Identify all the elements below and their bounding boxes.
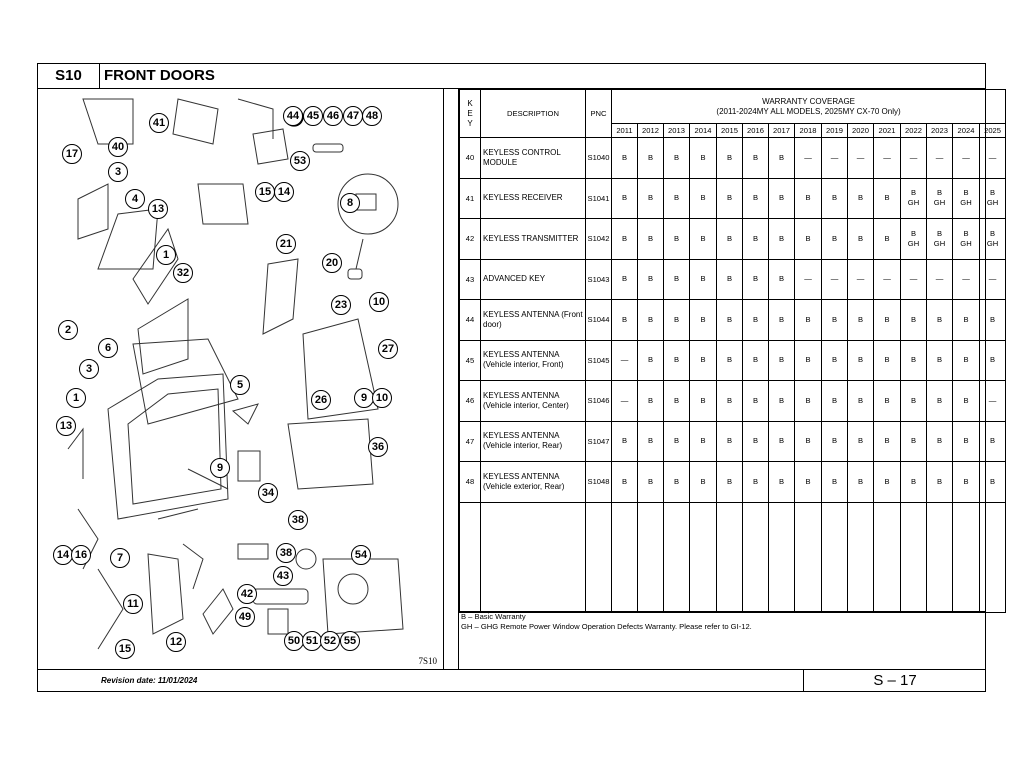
coverage-cell: B [953,340,980,381]
description-line: KEYLESS ANTENNA [483,431,560,441]
coverage-cell: B [927,421,953,462]
coverage-cell: — [927,259,953,300]
coverage-cell: B GH [901,178,927,219]
section-header [38,64,985,89]
coverage-cell: B GH [980,178,1006,219]
section-code: S10 [38,64,100,88]
coverage-cell: B [927,462,953,503]
pnc-cell: S1044 [586,300,612,341]
callout-52: 52 [320,631,340,651]
coverage-cell: — [901,138,927,179]
callout-51: 51 [302,631,322,651]
coverage-cell: — [612,340,638,381]
coverage-cell: B [717,178,743,219]
callout-1: 1 [156,245,176,265]
coverage-cell: B [769,219,795,260]
pnc-cell: S1045 [586,340,612,381]
coverage-cell: B [874,300,901,341]
coverage-cell: B [822,219,848,260]
year-header-cell: 2019 [822,124,848,138]
header-row [460,90,1006,124]
section-title: FRONT DOORS [104,67,215,84]
empty-cell [769,502,795,612]
callout-9: 9 [354,388,374,408]
year-header-cell: 2016 [743,124,769,138]
coverage-cell: B [638,381,664,422]
coverage-cell: — [980,138,1006,179]
callout-21: 21 [276,234,296,254]
callout-42: 42 [237,584,257,604]
coverage-cell: B [980,421,1006,462]
coverage-cell: B [953,462,980,503]
year-header-cell: 2012 [638,124,664,138]
coverage-cell: B [795,462,822,503]
key-cell: 45 [460,340,481,381]
coverage-cell: B [769,178,795,219]
description-cell [481,259,586,300]
coverage-cell: B [743,381,769,422]
coverage-cell: B [690,178,717,219]
empty-cell [664,502,690,612]
callout-6: 6 [98,338,118,358]
coverage-cell: B [717,340,743,381]
callout-14: 14 [274,182,294,202]
description-line: MODULE [483,157,518,167]
coverage-cell: B [717,462,743,503]
coverage-cell: B [874,219,901,260]
pnc-cell: S1042 [586,219,612,260]
coverage-cell: B [927,381,953,422]
description-cell [481,219,586,260]
coverage-cell: B [980,462,1006,503]
empty-cell [927,502,953,612]
description-line: KEYLESS RECEIVER [483,193,563,203]
empty-cell [690,502,717,612]
pnc-cell: S1048 [586,462,612,503]
empty-cell [848,502,874,612]
callout-26: 26 [311,390,331,410]
coverage-cell: B [717,259,743,300]
callout-54: 54 [351,545,371,565]
table-row [460,138,1006,179]
callout-10: 10 [369,292,389,312]
coverage-cell: — [612,381,638,422]
coverage-cell: B [848,219,874,260]
coverage-cell: B [848,462,874,503]
callout-43: 43 [273,566,293,586]
coverage-cell: B [848,381,874,422]
description-cell [481,421,586,462]
coverage-cell: B [638,259,664,300]
coverage-cell: B [690,421,717,462]
coverage-cell: B [638,340,664,381]
key-cell: 48 [460,462,481,503]
callout-36: 36 [368,437,388,457]
note-ghg: GH – GHG Remote Power Window Operation Defects Warranty. Please refer to GI-12. [461,622,752,631]
empty-cell [901,502,927,612]
coverage-cell: B [743,178,769,219]
empty-cell [953,502,980,612]
coverage-cell: B [795,219,822,260]
coverage-cell: B [795,340,822,381]
page-footer [38,669,985,692]
coverage-cell: B [769,381,795,422]
callout-38: 38 [288,510,308,530]
description-cell [481,340,586,381]
callout-32: 32 [173,263,193,283]
coverage-cell: B [769,340,795,381]
coverage-cell: — [901,259,927,300]
coverage-cell: — [795,138,822,179]
key-cell: 40 [460,138,481,179]
coverage-cell: B [769,462,795,503]
coverage-cell: B [690,340,717,381]
year-header-cell: 2015 [717,124,743,138]
coverage-cell: B [901,421,927,462]
coverage-cell: B [874,340,901,381]
coverage-cell: B [769,138,795,179]
table-row [460,219,1006,260]
year-header-cell: 2021 [874,124,901,138]
description-line: (Vehicle interior, Center) [483,400,569,410]
coverage-cell: B [822,178,848,219]
callout-44: 44 [283,106,303,126]
callout-4: 4 [125,189,145,209]
coverage-cell: B [664,219,690,260]
callout-5: 5 [230,375,250,395]
coverage-cell: B [769,300,795,341]
callout-45: 45 [303,106,323,126]
table-row [460,381,1006,422]
table-row [460,421,1006,462]
year-header-cell: 2022 [901,124,927,138]
coverage-cell: B [690,219,717,260]
warranty-table-area [458,89,1001,669]
coverage-cell: — [848,259,874,300]
coverage-cell: B [612,219,638,260]
coverage-title: WARRANTY COVERAGE [762,96,855,106]
description-line: (Vehicle interior, Rear) [483,441,563,451]
callout-41: 41 [149,113,169,133]
coverage-cell: B [664,138,690,179]
key-header [460,90,481,138]
coverage-cell: B [874,381,901,422]
coverage-cell: B [664,178,690,219]
callout-3: 3 [108,162,128,182]
description-cell [481,138,586,179]
coverage-cell: — [980,259,1006,300]
description-line: ADVANCED KEY [483,274,546,284]
coverage-cell: B [717,421,743,462]
coverage-cell: B [980,340,1006,381]
coverage-cell: B [927,300,953,341]
key-cell: 42 [460,219,481,260]
callout-53: 53 [290,151,310,171]
coverage-cell: B [664,340,690,381]
coverage-cell: B [638,300,664,341]
coverage-cell: B [848,421,874,462]
coverage-cell: B [901,300,927,341]
coverage-cell: B [874,421,901,462]
coverage-cell: B GH [927,178,953,219]
coverage-cell: — [927,138,953,179]
coverage-cell: B [612,462,638,503]
coverage-cell: B [612,300,638,341]
coverage-cell: B [717,219,743,260]
year-header-cell: 2018 [795,124,822,138]
callout-10b: 10 [372,388,392,408]
coverage-cell: B [769,421,795,462]
coverage-cell: B [612,259,638,300]
key-header-letter: E [467,108,473,118]
coverage-cell: B [822,462,848,503]
coverage-cell: — [822,138,848,179]
coverage-cell: B [664,421,690,462]
note-basic: B – Basic Warranty [461,612,526,621]
coverage-cell: — [953,259,980,300]
coverage-cell: B [980,300,1006,341]
description-header: DESCRIPTION [481,90,586,138]
coverage-cell: B [690,381,717,422]
empty-cell [612,502,638,612]
coverage-header [612,90,1006,124]
coverage-cell: B [638,178,664,219]
description-cell [481,381,586,422]
empty-cell [717,502,743,612]
empty-cell [980,502,1006,612]
parts-diagram [38,89,444,669]
coverage-cell: B [874,462,901,503]
callout-9b: 9 [210,458,230,478]
callout-2: 2 [58,320,78,340]
callout-12: 12 [166,632,186,652]
pnc-cell: S1047 [586,421,612,462]
key-cell: 43 [460,259,481,300]
description-line: KEYLESS ANTENNA [483,390,560,400]
coverage-cell: B [664,462,690,503]
coverage-cell: B [795,421,822,462]
coverage-cell: B [612,178,638,219]
callout-1b: 1 [66,388,86,408]
callout-14b: 14 [53,545,73,565]
coverage-cell: B [690,300,717,341]
page-number: S – 17 [803,670,986,692]
callout-46: 46 [323,106,343,126]
callout-27: 27 [378,339,398,359]
coverage-cell: B [717,300,743,341]
coverage-cell: B [743,421,769,462]
table-row [460,462,1006,503]
year-header-cell: 2011 [612,124,638,138]
coverage-cell: B GH [953,219,980,260]
callout-23: 23 [331,295,351,315]
callout-47: 47 [343,106,363,126]
coverage-cell: B [848,178,874,219]
revision-date: Revision date: 11/01/2024 [101,676,198,685]
coverage-cell: — [953,138,980,179]
page-frame [37,63,1001,692]
coverage-cell: B [795,381,822,422]
key-header-letter: Y [467,118,473,128]
coverage-cell: B [612,421,638,462]
table-row [460,178,1006,219]
coverage-cell: — [848,138,874,179]
callout-38b: 38 [276,543,296,563]
year-header-cell: 2013 [664,124,690,138]
coverage-cell: B [690,462,717,503]
description-line: KEYLESS ANTENNA [483,350,560,360]
year-header-cell: 2017 [769,124,795,138]
coverage-cell: B [743,340,769,381]
callout-3b: 3 [79,359,99,379]
description-cell [481,300,586,341]
coverage-cell: B [795,300,822,341]
coverage-cell: B [953,381,980,422]
callout-17: 17 [62,144,82,164]
empty-cell [822,502,848,612]
description-line: (Vehicle exterior, Rear) [483,481,565,491]
callout-7: 7 [110,548,130,568]
coverage-cell: B [638,138,664,179]
warranty-table [459,89,1006,613]
coverage-cell: B [901,340,927,381]
description-line: (Vehicle interior, Front) [483,360,564,370]
coverage-cell: B GH [927,219,953,260]
coverage-cell: B [822,340,848,381]
coverage-cell: B [795,178,822,219]
callout-13b: 13 [56,416,76,436]
coverage-cell: — [822,259,848,300]
key-cell: 44 [460,300,481,341]
callout-34: 34 [258,483,278,503]
key-cell: 46 [460,381,481,422]
callout-15: 15 [255,182,275,202]
coverage-cell: B [743,462,769,503]
empty-cell [460,502,481,612]
empty-cell [795,502,822,612]
coverage-cell: B [953,421,980,462]
description-line: KEYLESS CONTROL [483,147,561,157]
coverage-cell: B GH [901,219,927,260]
callout-15b: 15 [115,639,135,659]
pnc-cell: S1043 [586,259,612,300]
coverage-cell: B [664,381,690,422]
description-line: KEYLESS TRANSMITTER [483,233,579,243]
empty-cell [481,502,586,612]
figure-label: 7S10 [418,656,437,666]
callout-20: 20 [322,253,342,273]
coverage-cell: B [638,421,664,462]
callout-49: 49 [235,607,255,627]
key-header-letter: K [467,98,473,108]
empty-cell [638,502,664,612]
coverage-cell: — [874,138,901,179]
empty-row [460,502,1006,612]
pnc-cell: S1046 [586,381,612,422]
description-cell [481,462,586,503]
coverage-cell: B [638,219,664,260]
coverage-cell: B GH [953,178,980,219]
coverage-cell: B [743,138,769,179]
description-cell [481,178,586,219]
empty-cell [743,502,769,612]
coverage-cell: B [743,300,769,341]
coverage-cell: B [848,340,874,381]
key-cell: 41 [460,178,481,219]
coverage-cell: B [743,219,769,260]
callout-40: 40 [108,137,128,157]
coverage-cell: B [848,300,874,341]
pnc-cell: S1040 [586,138,612,179]
coverage-cell: B GH [980,219,1006,260]
coverage-cell: B [612,138,638,179]
coverage-cell: B [822,421,848,462]
coverage-cell: B [664,300,690,341]
coverage-cell: B [664,259,690,300]
description-line: KEYLESS ANTENNA (Front [483,309,583,319]
coverage-cell: B [717,381,743,422]
coverage-cell: B [690,138,717,179]
coverage-cell: B [901,381,927,422]
pnc-header: PNC [586,90,612,138]
coverage-cell: B [717,138,743,179]
empty-cell [586,502,612,612]
callout-55: 55 [340,631,360,651]
description-line: KEYLESS ANTENNA [483,471,560,481]
callout-13: 13 [148,199,168,219]
coverage-cell: B [743,259,769,300]
coverage-cell: B [822,300,848,341]
coverage-cell: B [638,462,664,503]
coverage-cell: — [980,381,1006,422]
table-row [460,340,1006,381]
pnc-cell: S1041 [586,178,612,219]
year-header-cell: 2023 [927,124,953,138]
table-row [460,259,1006,300]
coverage-subtitle: (2011-2024MY ALL MODELS, 2025MY CX-70 Only) [716,106,901,116]
callout-8: 8 [340,193,360,213]
year-header-cell: 2024 [953,124,980,138]
empty-cell [874,502,901,612]
callout-48: 48 [362,106,382,126]
callout-50: 50 [284,631,304,651]
callout-11: 11 [123,594,143,614]
coverage-cell: B [769,259,795,300]
year-header-cell: 2025 [980,124,1006,138]
callout-16: 16 [71,545,91,565]
description-line: door) [483,319,502,329]
key-cell: 47 [460,421,481,462]
year-header-cell: 2020 [848,124,874,138]
coverage-cell: B [690,259,717,300]
year-header-cell: 2014 [690,124,717,138]
table-row [460,300,1006,341]
coverage-cell: — [795,259,822,300]
coverage-cell: B [874,178,901,219]
coverage-cell: B [901,462,927,503]
legend-notes [459,611,986,670]
coverage-cell: B [822,381,848,422]
coverage-cell: B [953,300,980,341]
coverage-cell: — [874,259,901,300]
coverage-cell: B [927,340,953,381]
